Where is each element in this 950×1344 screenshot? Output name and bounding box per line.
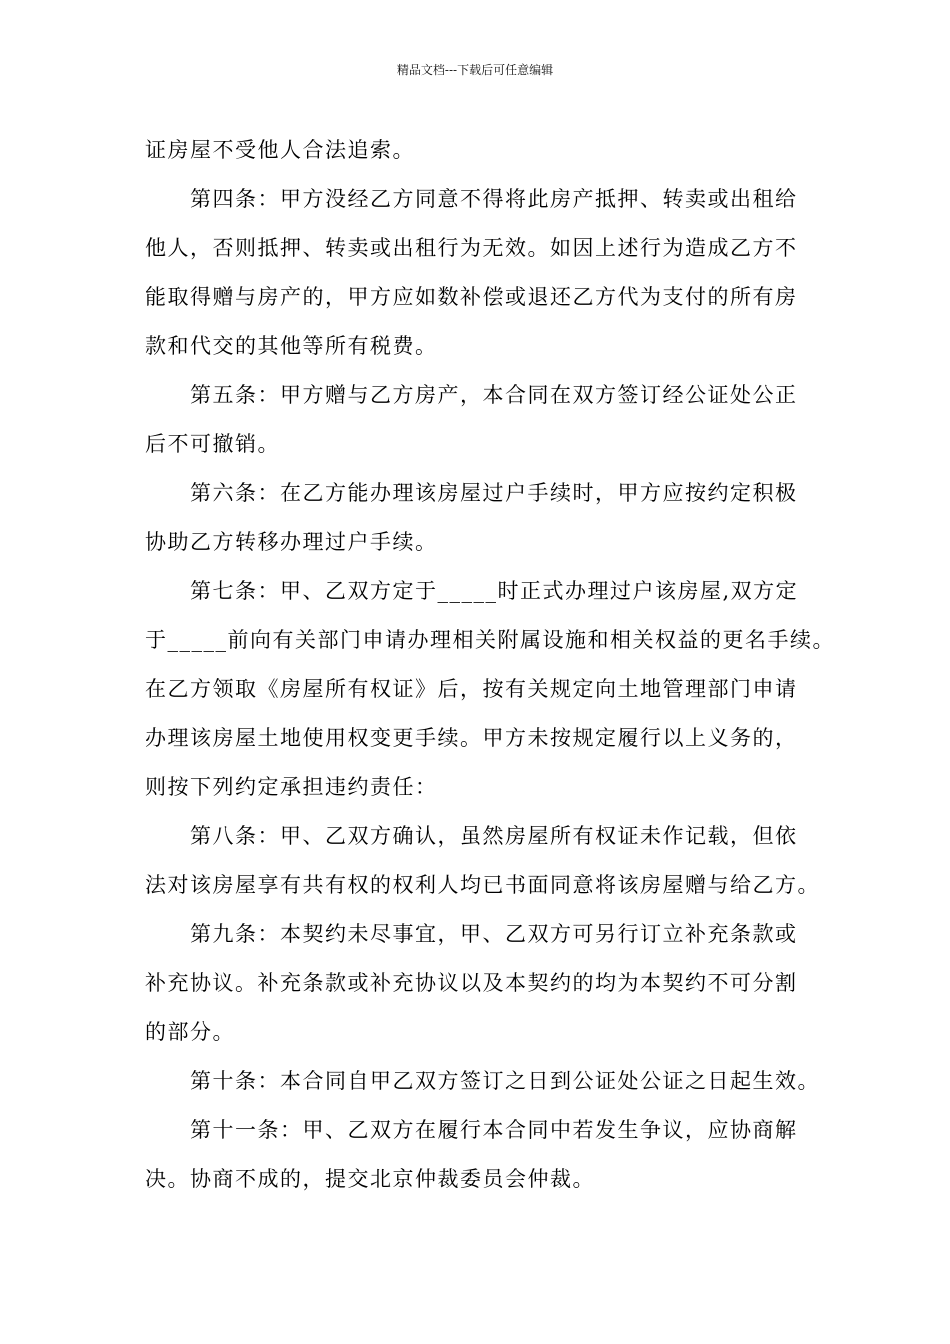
text-line: 第七条：甲、乙双方定于_____时正式办理过户该房屋,双方定 xyxy=(190,579,799,603)
page-header: 精品文档---下载后可任意编辑 xyxy=(396,63,554,77)
text-line: 第六条：在乙方能办理该房屋过户手续时，甲方应按约定积极 xyxy=(190,481,798,505)
text-line: 办理该房屋土地使用权变更手续。甲方未按规定履行以上义务的， xyxy=(145,726,798,750)
clause-7 xyxy=(145,567,835,812)
text-line: 决。协商不成的，提交北京仲裁委员会仲裁。 xyxy=(145,1167,595,1191)
clause-9 xyxy=(145,910,810,1057)
clause-8 xyxy=(145,812,820,910)
text-line: 后不可撤销。 xyxy=(145,432,280,456)
clause-6 xyxy=(145,469,810,567)
text-line: 他人，否则抵押、转卖或出租行为无效。如因上述行为造成乙方不 xyxy=(145,236,798,260)
paragraph-continuation xyxy=(145,126,810,175)
text-line: 第十一条：甲、乙双方在履行本合同中若发生争议，应协商解 xyxy=(190,1118,798,1142)
text-line: 款和代交的其他等所有税费。 xyxy=(145,334,438,358)
text-line: 第十条：本合同自甲乙双方签订之日到公证处公证之日起生效。 xyxy=(190,1069,820,1093)
clause-5 xyxy=(145,371,810,469)
clause-4 xyxy=(145,175,810,371)
text-line: 补充协议。补充条款或补充协议以及本契约的均为本契约不可分割 xyxy=(145,971,798,995)
text-line: 法对该房屋享有共有权的权利人均已书面同意将该房屋赠与给乙方。 xyxy=(145,873,820,897)
text-line: 于_____前向有关部门申请办理相关附属设施和相关权益的更名手续。 xyxy=(145,628,835,652)
document-body xyxy=(145,126,835,1204)
clause-11 xyxy=(145,1106,810,1204)
text-line: 能取得赠与房产的，甲方应如数补偿或退还乙方代为支付的所有房 xyxy=(145,285,798,309)
text-line: 第五条：甲方赠与乙方房产，本合同在双方签订经公证处公正 xyxy=(190,383,798,407)
text-line: 在乙方领取《房屋所有权证》后，按有关规定向土地管理部门申请 xyxy=(145,677,798,701)
text-line: 证房屋不受他人合法追索。 xyxy=(145,138,415,162)
text-line: 第四条：甲方没经乙方同意不得将此房产抵押、转卖或出租给 xyxy=(190,187,798,211)
text-line: 第八条：甲、乙双方确认，虽然房屋所有权证未作记载，但依 xyxy=(190,824,798,848)
text-line: 的部分。 xyxy=(145,1020,235,1044)
clause-10 xyxy=(145,1057,820,1106)
text-line: 则按下列约定承担违约责任： xyxy=(145,775,438,799)
text-line: 第九条：本契约未尽事宜，甲、乙双方可另行订立补充条款或 xyxy=(190,922,798,946)
text-line: 协助乙方转移办理过户手续。 xyxy=(145,530,438,554)
